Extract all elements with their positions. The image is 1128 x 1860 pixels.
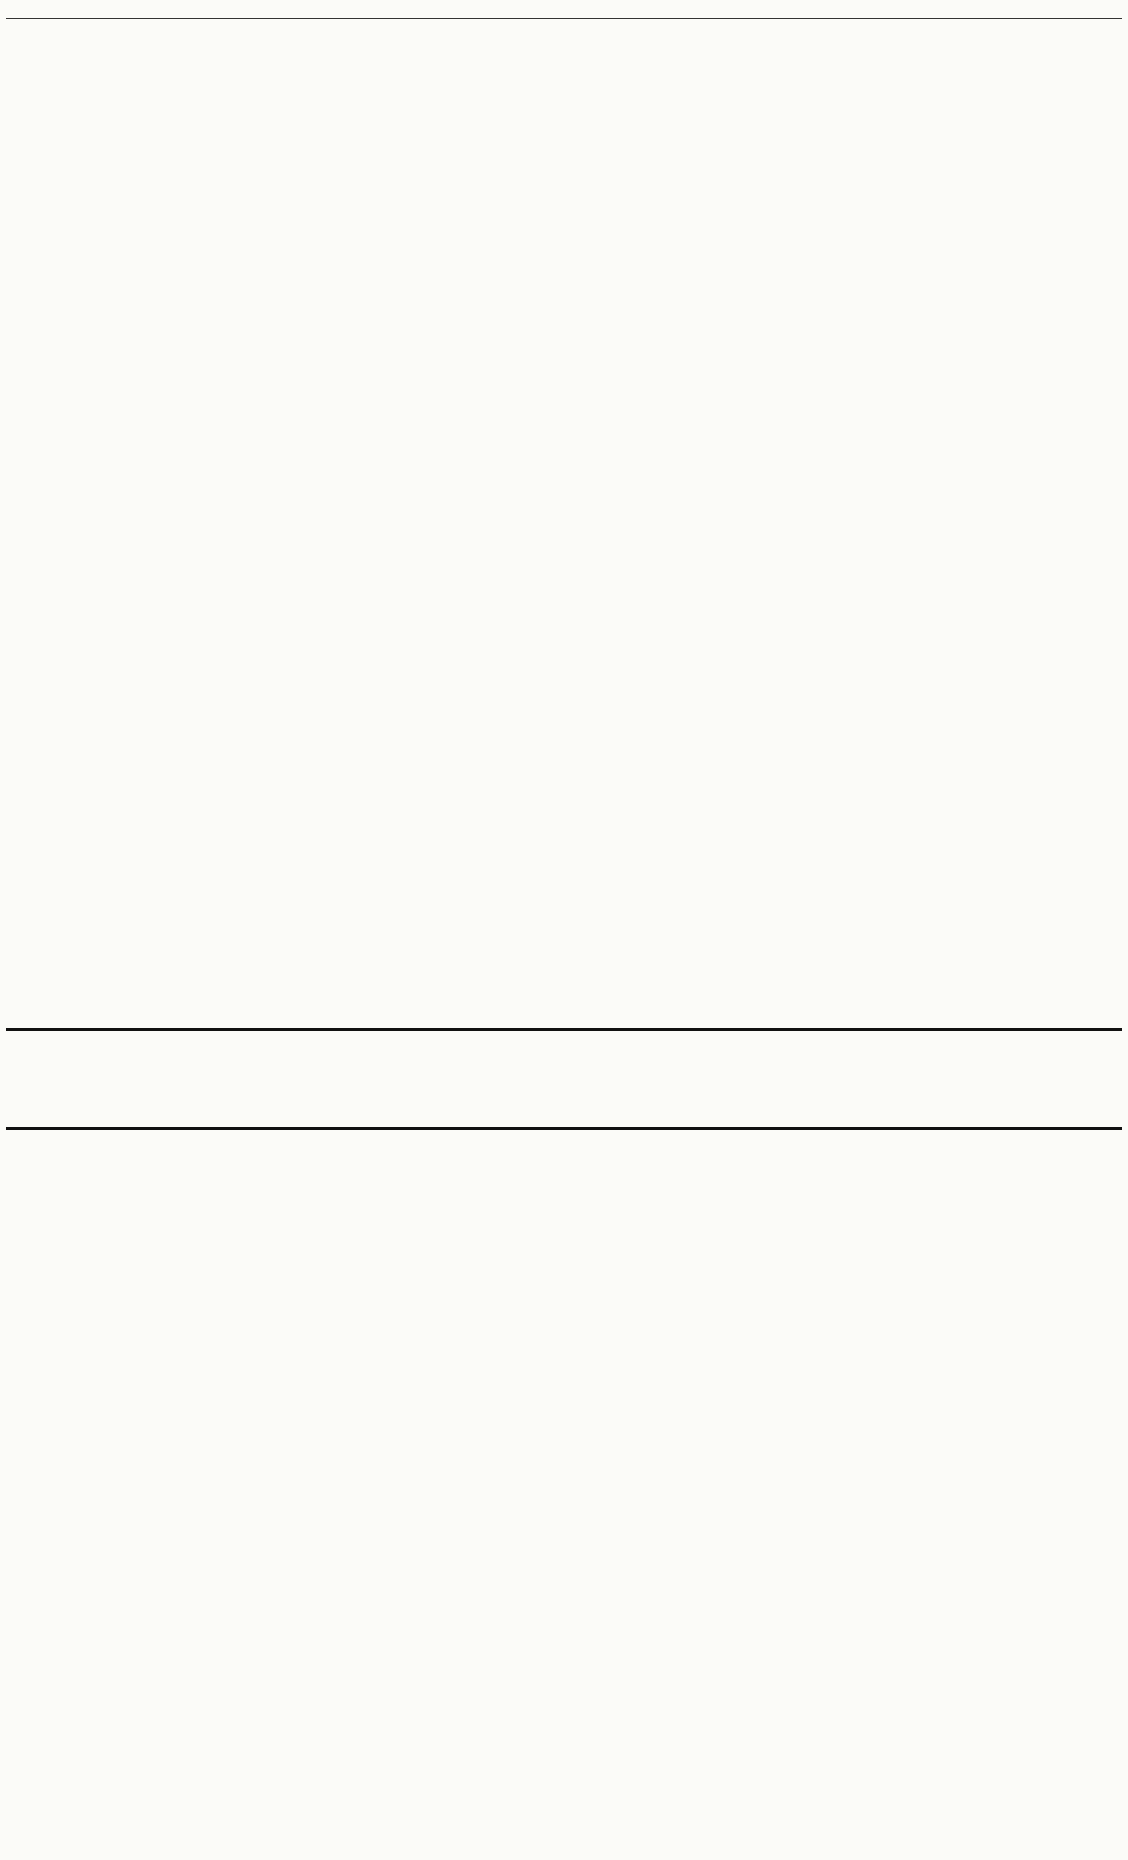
service-guide-columns [6, 1128, 1122, 1848]
page-header [6, 2, 1122, 19]
home-service-banner [6, 1028, 1122, 1130]
classified-columns [6, 20, 1122, 1025]
